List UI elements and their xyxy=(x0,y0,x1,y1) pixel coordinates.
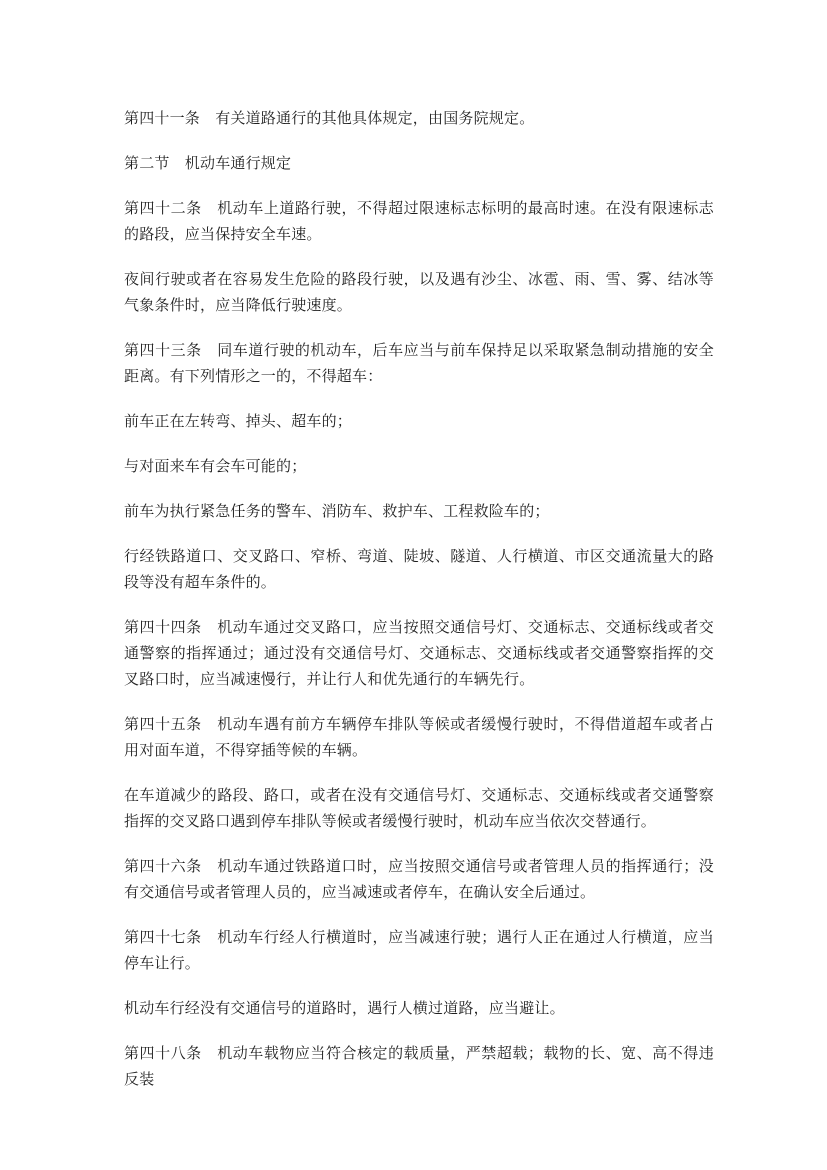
article-44: 第四十四条 机动车通过交叉路口，应当按照交通信号灯、交通标志、交通标线或者交通警察的指挥通过；通过没有交通信号灯、交通标志、交通标线或者交通警察指挥的交叉路口时，应当减速慢行，并让行人和优先通行的车辆先行。 xyxy=(124,620,714,688)
article-45: 第四十五条 机动车遇有前方车辆停车排队等候或者缓慢行驶时，不得借道超车或者占用对面车道，不得穿插等候的车辆。 xyxy=(124,717,714,759)
article-43-item-3: 前车为执行紧急任务的警车、消防车、救护车、工程救险车的； xyxy=(124,504,550,520)
article-43-item-4: 行经铁路道口、交叉路口、窄桥、弯道、陡坡、隧道、人行横道、市区交通流量大的路段等没有超车条件的。 xyxy=(124,549,714,591)
article-47-continued: 机动车行经没有交通信号的道路时，遇行人横过道路，应当避让。 xyxy=(124,1001,565,1017)
document-content xyxy=(124,106,714,1112)
article-45-continued: 在车道减少的路段、路口，或者在没有交通信号灯、交通标志、交通标线或者交通警察指挥的交叉路口遇到停车排队等候或者缓慢行驶时，机动车应当依次交替通行。 xyxy=(124,788,714,830)
article-41: 第四十一条 有关道路通行的其他具体规定，由国务院规定。 xyxy=(124,111,535,127)
article-48: 第四十八条 机动车载物应当符合核定的载质量，严禁超载；载物的长、宽、高不得违反装 xyxy=(124,1046,714,1088)
article-42-continued: 夜间行驶或者在容易发生危险的路段行驶，以及遇有沙尘、冰雹、雨、雪、雾、结冰等气象条件时，应当降低行驶速度。 xyxy=(124,272,714,314)
article-43-item-1: 前车正在左转弯、掉头、超车的； xyxy=(124,414,353,430)
article-46: 第四十六条 机动车通过铁路道口时，应当按照交通信号或者管理人员的指挥通行；没有交通信号或者管理人员的，应当减速或者停车，在确认安全后通过。 xyxy=(124,859,714,901)
article-43: 第四十三条 同车道行驶的机动车，后车应当与前车保持足以采取紧急制动措施的安全距离。有下列情形之一的，不得超车： xyxy=(124,343,714,385)
article-47: 第四十七条 机动车行经人行横道时，应当减速行驶；遇行人正在通过人行横道，应当停车让行。 xyxy=(124,930,714,972)
section-2-heading: 第二节 机动车通行规定 xyxy=(124,156,292,172)
article-42: 第四十二条 机动车上道路行驶，不得超过限速标志标明的最高时速。在没有限速标志的路段，应当保持安全车速。 xyxy=(124,201,714,243)
article-43-item-2: 与对面来车有会车可能的； xyxy=(124,459,307,475)
